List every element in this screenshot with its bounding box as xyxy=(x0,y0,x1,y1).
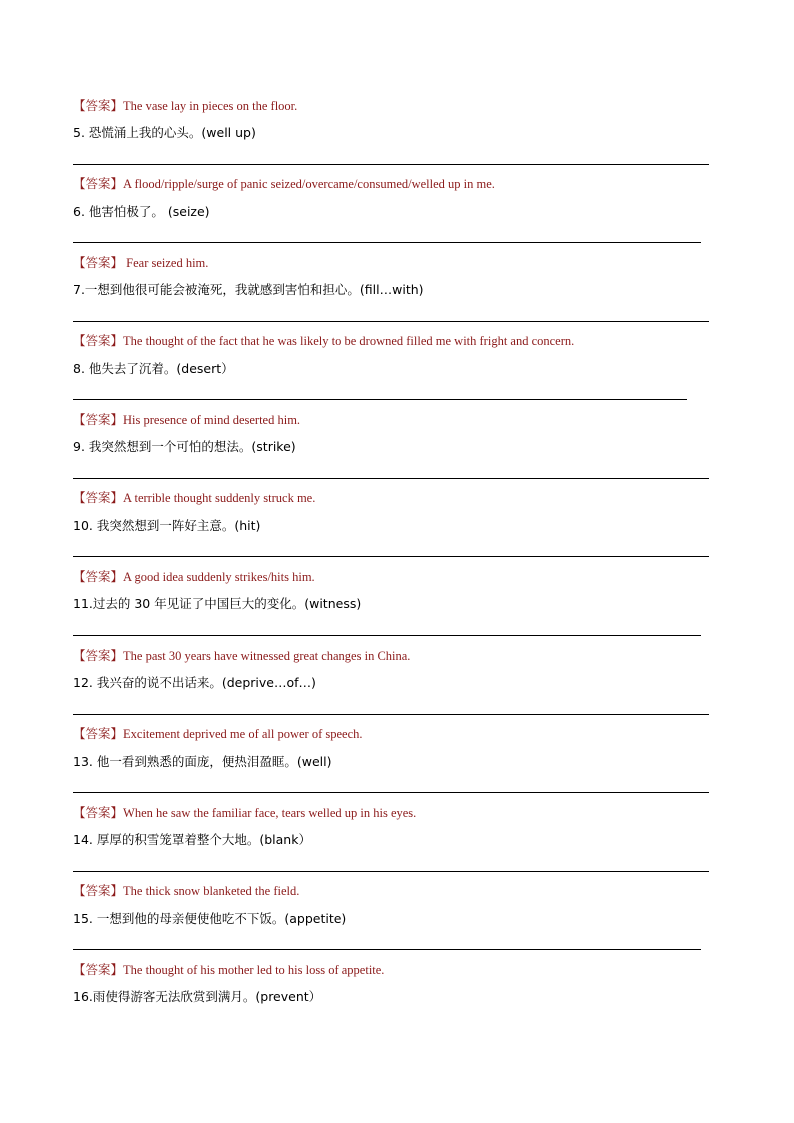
question-13: 13. 他一看到熟悉的面庞，便热泪盈眶。(well) xyxy=(73,754,332,769)
answer-blank-line xyxy=(73,714,709,715)
answer-tag: 【答案】 xyxy=(73,98,124,113)
question-9: 9. 我突然想到一个可怕的想法。(strike) xyxy=(73,439,296,454)
answer-line xyxy=(73,174,495,192)
answer-text: The past 30 years have witnessed great changes in China. xyxy=(123,649,411,663)
answer-tag: 【答案】 xyxy=(73,883,124,898)
answer-line xyxy=(73,881,299,899)
answer-blank-line xyxy=(73,635,701,636)
question-16: 16.雨使得游客无法欣赏到满月。(prevent） xyxy=(73,989,322,1004)
answer-tag: 【答案】 xyxy=(73,176,124,191)
answer-line xyxy=(73,803,416,821)
answer-tag: 【答案】 xyxy=(73,569,124,584)
answer-text: Fear seized him. xyxy=(123,256,209,270)
answer-text: A good idea suddenly strikes/hits him. xyxy=(123,570,315,584)
answer-line xyxy=(73,410,300,428)
question-14: 14. 厚厚的积雪笼罩着整个大地。(blank） xyxy=(73,832,311,847)
answer-tag: 【答案】 xyxy=(73,255,124,270)
answer-text: The vase lay in pieces on the floor. xyxy=(123,99,298,113)
answer-text: The thought of the fact that he was likely to be drowned filled me with fright and concern. xyxy=(123,334,575,348)
answer-tag: 【答案】 xyxy=(73,962,124,977)
answer-blank-line xyxy=(73,321,709,322)
question-7: 7.一想到他很可能会被淹死，我就感到害怕和担心。(fill…with) xyxy=(73,282,424,297)
answer-line xyxy=(73,960,384,978)
answer-tag: 【答案】 xyxy=(73,412,124,427)
answer-line xyxy=(73,96,297,114)
answer-blank-line xyxy=(73,556,709,557)
answer-blank-line xyxy=(73,949,701,950)
answer-blank-line xyxy=(73,871,709,872)
answer-tag: 【答案】 xyxy=(73,726,124,741)
answer-line xyxy=(73,724,363,742)
answer-tag: 【答案】 xyxy=(73,648,124,663)
answer-tag: 【答案】 xyxy=(73,333,124,348)
answer-blank-line xyxy=(73,242,701,243)
answer-text: Excitement deprived me of all power of speech. xyxy=(123,727,363,741)
answer-line xyxy=(73,253,208,271)
answer-tag: 【答案】 xyxy=(73,805,124,820)
answer-text: A flood/ripple/surge of panic seized/overcame/consumed/welled up in me. xyxy=(123,177,495,191)
answer-line xyxy=(73,646,410,664)
question-8: 8. 他失去了沉着。(desert） xyxy=(73,361,234,376)
question-15: 15. 一想到他的母亲便使他吃不下饭。(appetite) xyxy=(73,911,347,926)
question-6: 6. 他害怕极了。 (seize) xyxy=(73,204,210,219)
answer-tag: 【答案】 xyxy=(73,490,124,505)
answer-line xyxy=(73,488,315,506)
answer-blank-line xyxy=(73,164,709,165)
answer-text: When he saw the familiar face, tears welled up in his eyes. xyxy=(123,806,417,820)
answer-blank-line xyxy=(73,478,709,479)
question-11: 11.过去的 30 年见证了中国巨大的变化。(witness) xyxy=(73,596,362,611)
answer-text: A terrible thought suddenly struck me. xyxy=(123,491,316,505)
answer-text: The thick snow blanketed the field. xyxy=(123,884,300,898)
answer-text: His presence of mind deserted him. xyxy=(123,413,301,427)
answer-blank-line xyxy=(73,792,709,793)
answer-line xyxy=(73,567,315,585)
question-5: 5. 恐慌涌上我的心头。(well up) xyxy=(73,125,256,140)
answer-blank-line xyxy=(73,399,687,400)
answer-text: The thought of his mother led to his loss of appetite. xyxy=(123,963,385,977)
question-12: 12. 我兴奋的说不出话来。(deprive…of…) xyxy=(73,675,316,690)
answer-line xyxy=(73,331,574,349)
question-10: 10. 我突然想到一阵好主意。(hit) xyxy=(73,518,261,533)
